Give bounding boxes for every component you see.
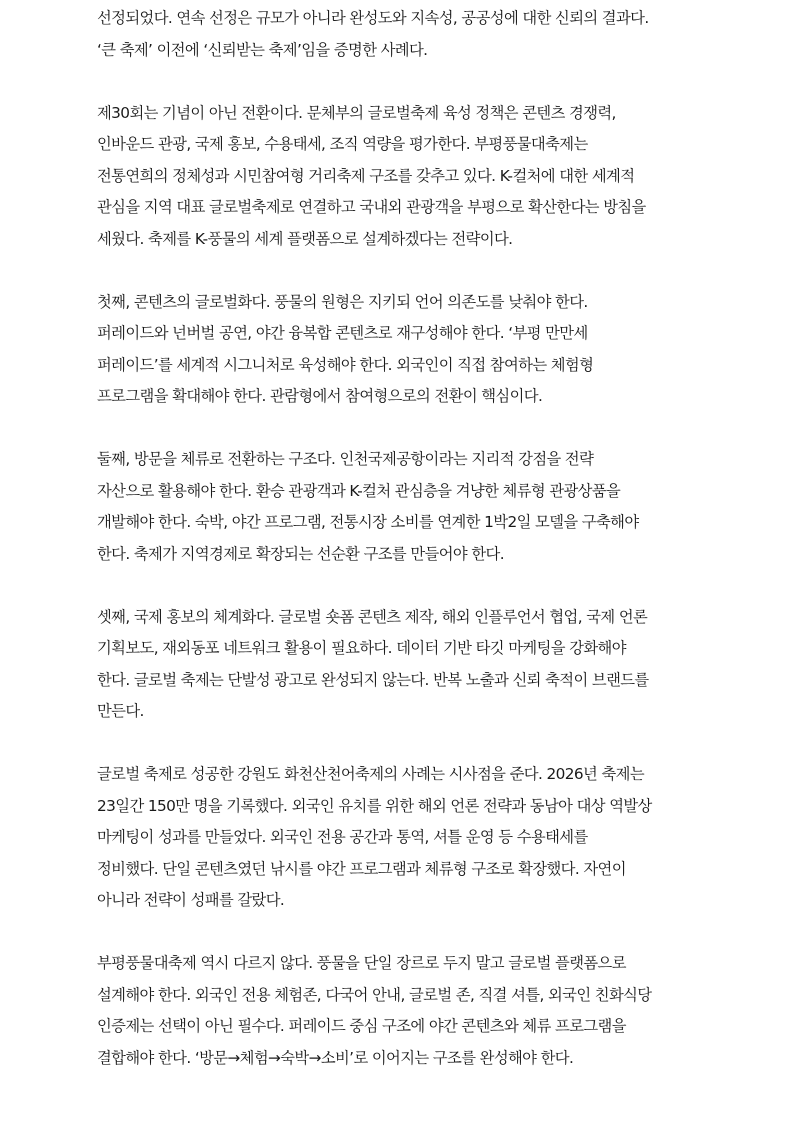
paragraph-line: 제30회는 기념이 아닌 전환이다. 문체부의 글로벌축제 육성 정책은 콘텐츠 경쟁력, (97, 103, 616, 122)
paragraph-line: 셋째, 국제 홍보의 체계화다. 글로벌 숏폼 콘텐츠 제작, 해외 인플루언서 협업, 국제 언론 (97, 607, 648, 626)
paragraph-line: 선정되었다. 연속 선정은 규모가 아니라 완성도와 지속성, 공공성에 대한 신뢰의 결과다. (97, 9, 649, 27)
paragraph-line: 프로그램을 확대해야 한다. 관람형에서 참여형으로의 전환이 핵심이다. (97, 387, 543, 405)
article-paragraph (97, 444, 707, 570)
paragraph-line: 한다. 축제가 지역경제로 확장되는 선순환 구조를 만들어야 한다. (97, 544, 504, 563)
paragraph-line: 첫째, 콘텐츠의 글로벌화다. 풍물의 원형은 지키되 언어 의존도를 낮춰야 한다. (97, 292, 588, 311)
article-paragraph (97, 759, 707, 917)
article-paragraph (97, 948, 707, 1074)
paragraph-line: 인증제는 선택이 아닌 필수다. 퍼레이드 중심 구조에 야간 콘텐츠와 체류 프로그램을 (97, 1017, 626, 1035)
paragraph-line: 관심을 지역 대표 글로벌축제로 연결하고 국내외 관광객을 부평으로 확산한다는 방침을 (97, 198, 646, 216)
article-paragraph (97, 287, 707, 413)
paragraph-line: 기획보도, 재외동포 네트워크 활용이 필요하다. 데이터 기반 타깃 마케팅을 강화해야 (97, 639, 626, 657)
paragraph-line: 인바운드 관광, 국제 홍보, 수용태세, 조직 역량을 평가한다. 부평풍물대축제는 (97, 135, 588, 153)
article-body (97, 3, 707, 1106)
paragraph-line: 마케팅이 성과를 만들었다. 외국인 전용 공간과 통역, 셔틀 운영 등 수용태세를 (97, 828, 588, 846)
paragraph-line: 결합해야 한다. ‘방문→체험→숙박→소비’로 이어지는 구조를 완성해야 한다. (97, 1048, 574, 1067)
article-paragraph (97, 602, 707, 728)
paragraph-line: 정비했다. 단일 콘텐츠였던 낚시를 야간 프로그램과 체류형 구조로 확장했다. 자연이 (97, 859, 626, 878)
paragraph-line: 23일간 150만 명을 기록했다. 외국인 유치를 위한 해외 언론 전략과 동남아 대상 역발상 (97, 796, 652, 815)
paragraph-line: 세웠다. 축제를 K-풍물의 세계 플랫폼으로 설계하겠다는 전략이다. (97, 229, 513, 248)
paragraph-line: 둘째, 방문을 체류로 전환하는 구조다. 인천국제공항이라는 지리적 강점을 전략 (97, 450, 594, 468)
paragraph-line: 한다. 글로벌 축제는 단발성 광고로 완성되지 않는다. 반복 노출과 신뢰 축적이 브랜드를 (97, 670, 649, 689)
article-paragraph (97, 3, 707, 66)
paragraph-line: 아니라 전략이 성패를 갈랐다. (97, 891, 285, 909)
paragraph-line: 전통연희의 정체성과 시민참여형 거리축제 구조를 갖추고 있다. K-컬처에 대한 세계적 (97, 166, 635, 185)
paragraph-line: ‘큰 축제’ 이전에 ‘신뢰받는 축제’임을 증명한 사례다. (97, 40, 428, 59)
paragraph-line: 퍼레이드와 넌버벌 공연, 야간 융복합 콘텐츠로 재구성해야 한다. ‘부평 만만세 (97, 324, 588, 342)
paragraph-line: 설계해야 한다. 외국인 전용 체험존, 다국어 안내, 글로벌 존, 직결 셔틀, 외국인 친화식당 (97, 985, 652, 1004)
paragraph-line: 개발해야 한다. 숙박, 야간 프로그램, 전통시장 소비를 연계한 1박2일 모델을 구축해야 (97, 513, 639, 531)
paragraph-line: 만든다. (97, 702, 144, 720)
paragraph-line: 부평풍물대축제 역시 다르지 않다. 풍물을 단일 장르로 두지 말고 글로벌 플랫폼으로 (97, 954, 626, 972)
paragraph-line: 자산으로 활용해야 한다. 환승 관광객과 K-컬처 관심층을 겨냥한 체류형 관광상품을 (97, 481, 621, 500)
article-paragraph (97, 98, 707, 256)
paragraph-line: 글로벌 축제로 성공한 강원도 화천산천어축제의 사례는 시사점을 준다. 2026년 축제는 (97, 765, 644, 783)
paragraph-line: 퍼레이드’를 세계적 시그니처로 육성해야 한다. 외국인이 직접 참여하는 체험형 (97, 355, 594, 374)
